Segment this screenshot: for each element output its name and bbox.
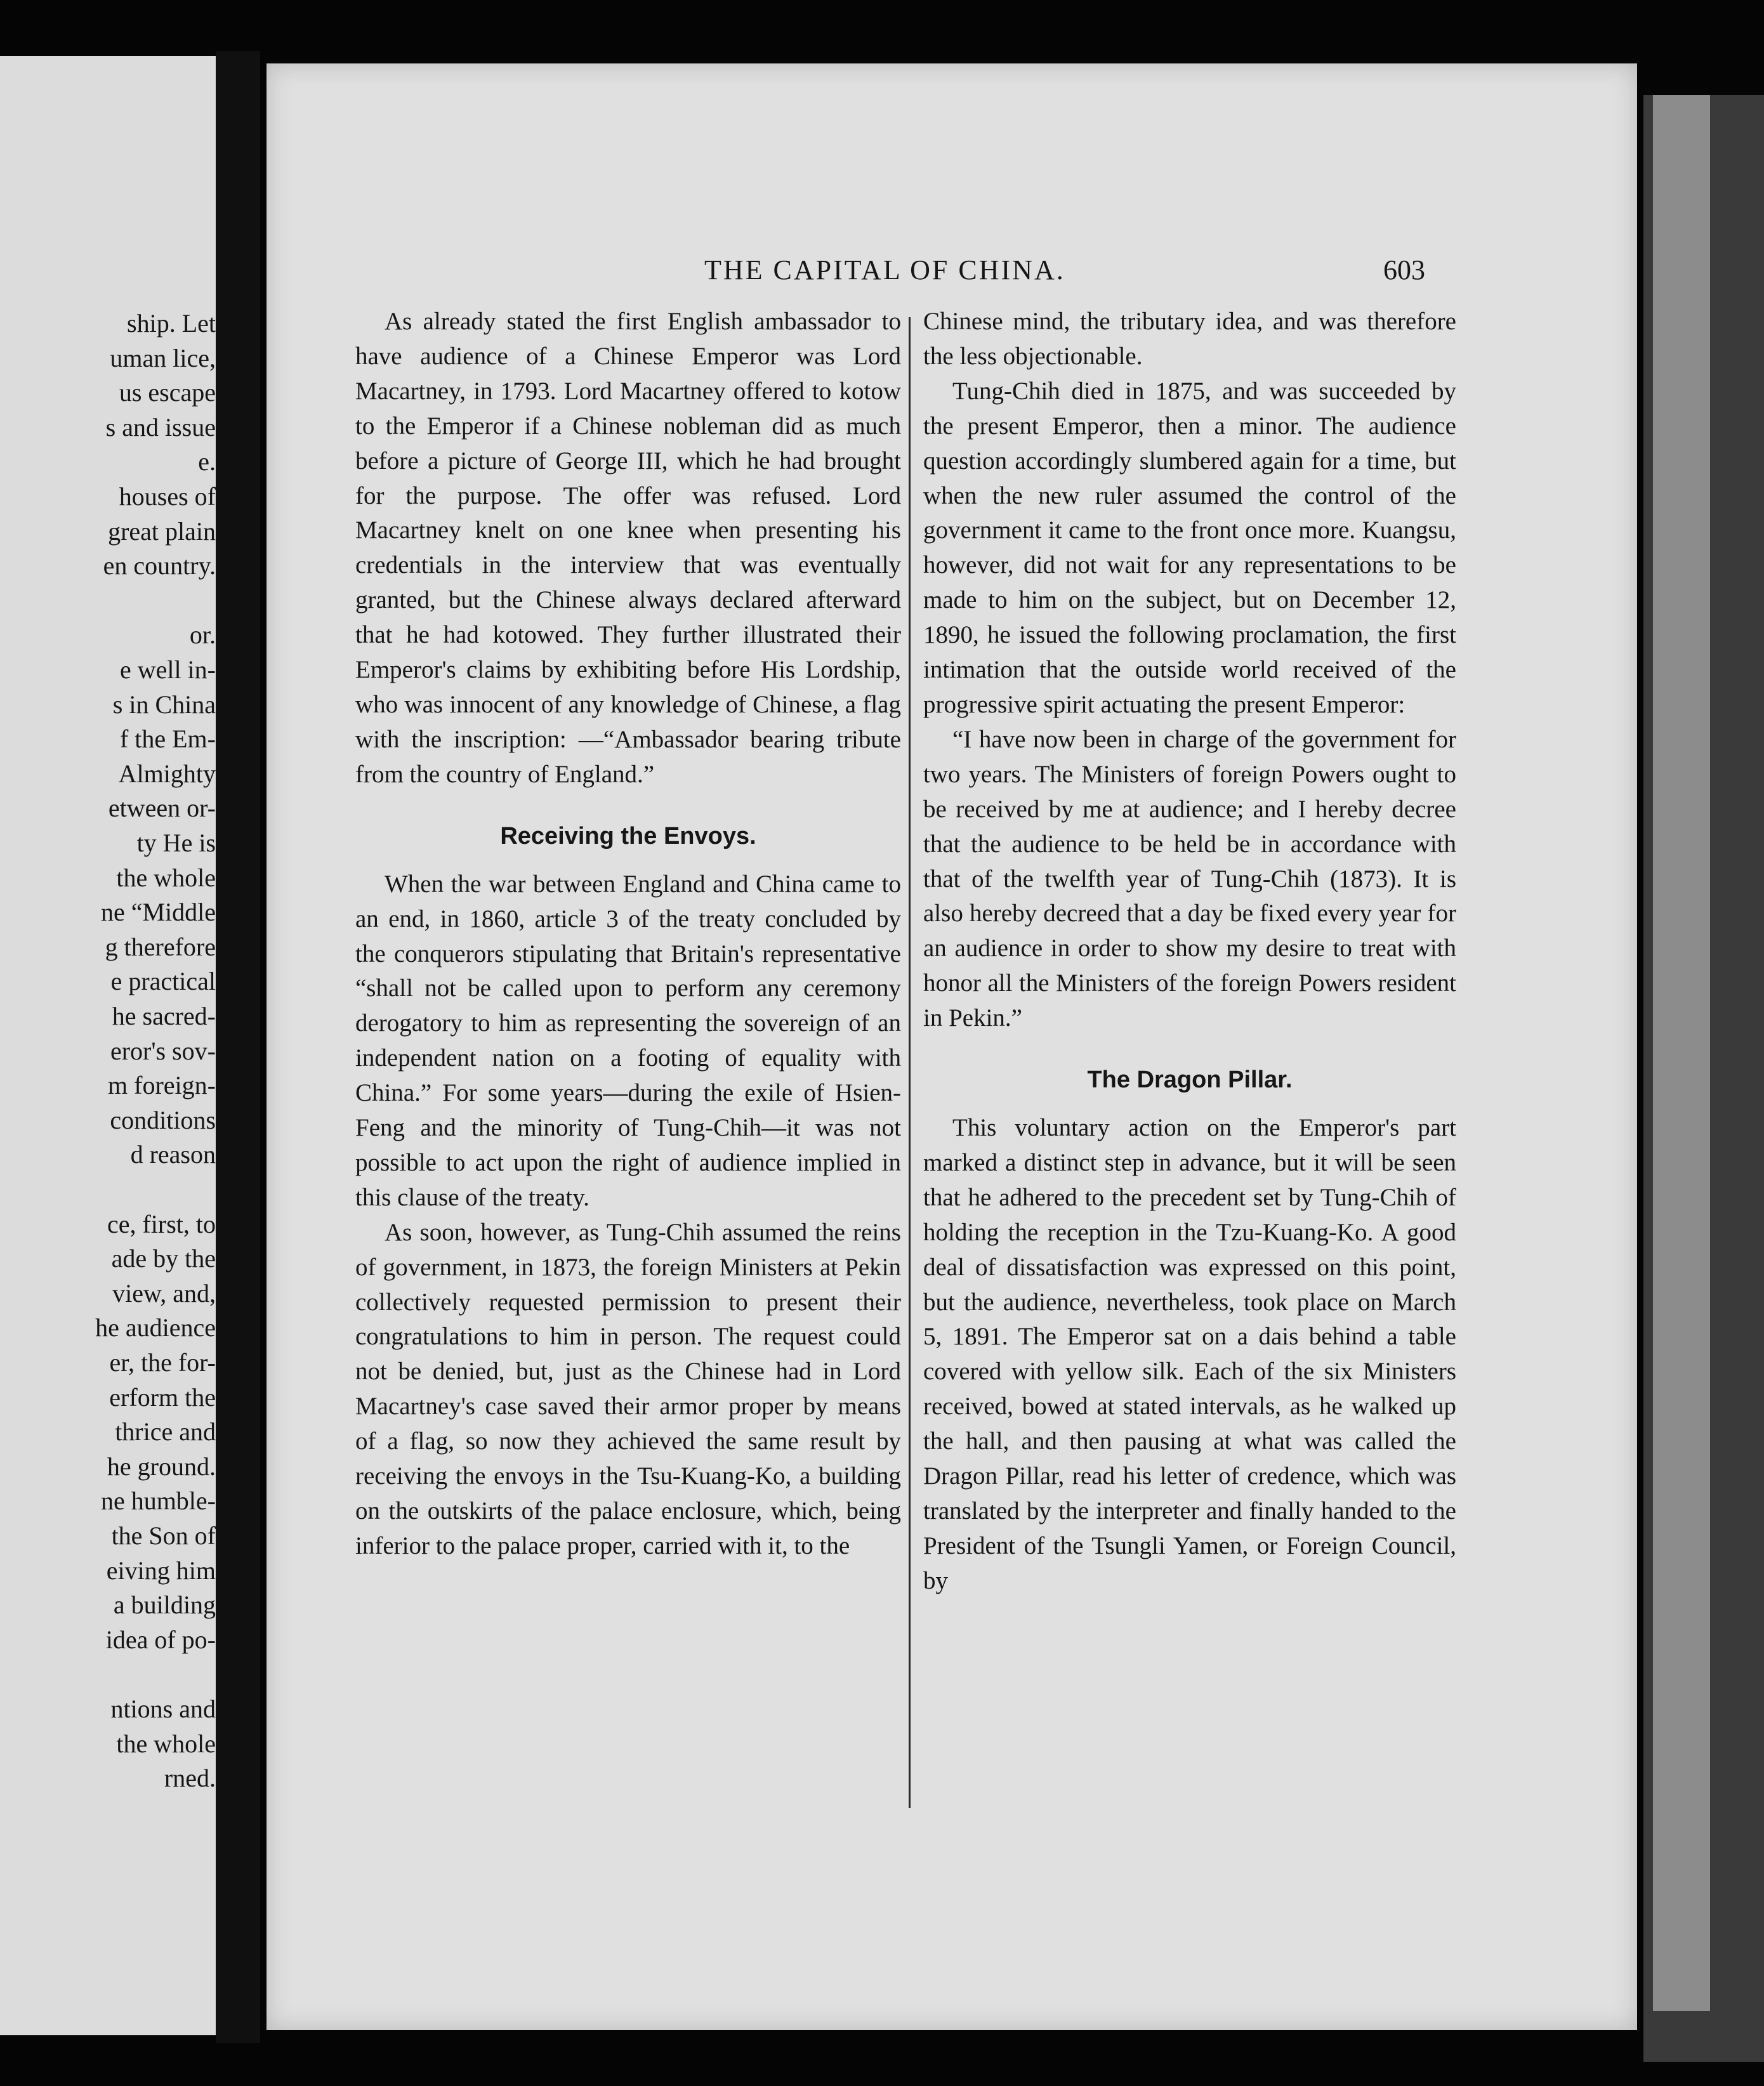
- facing-page-line: en country.: [103, 551, 216, 581]
- facing-page-line: ne humble-: [100, 1486, 216, 1516]
- facing-page-line: the whole: [116, 863, 216, 892]
- facing-page-line: d reason: [130, 1140, 216, 1169]
- facing-page-line: g therefore: [105, 932, 216, 961]
- text-column-left: [355, 305, 901, 1564]
- facing-page-line: e practical: [110, 967, 216, 996]
- facing-page-line: m foreign-: [108, 1071, 216, 1100]
- paragraph: “I have now been in charge of the government for two years. The Ministers of foreign Powers ought to be received by me at audience; and I hereby decree that the audience to be held be in accordance with that of the twelfth year of Tung-Chih (1873). It is also hereby decreed that a day be fixed every year for an audience in order to show my desire to treat with honor all the Ministers of the foreign Powers resident in Pekin.”: [923, 725, 1456, 1032]
- facing-page-line: erform the: [109, 1382, 216, 1412]
- facing-page-line: he audience: [95, 1313, 216, 1342]
- page-edge: [1653, 95, 1710, 2011]
- facing-page-line: ce, first, to: [107, 1209, 216, 1238]
- facing-page-line: he sacred-: [112, 1002, 216, 1030]
- facing-page-line: Almighty: [118, 759, 216, 788]
- facing-page-line: ty He is: [136, 829, 216, 857]
- paragraph: As soon, however, as Tung-Chih assumed the reins of government, in 1873, the foreign Ministers at Pekin collectively requested permission to present their congratulations to him in person. The request could not be denied, but, just as the Chinese had in Lord Macartney's case saved their armor proper by means of a flag, so now they achieved the same result by receiving the envoys in the Tsu-Kuang-Ko, a building on the outskirts of the palace enclosure, which, being inferior to the palace proper, carried with it, to the: [355, 1218, 901, 1559]
- facing-page-line: houses of: [119, 482, 216, 511]
- facing-page-line: the Son of: [111, 1521, 216, 1550]
- facing-page-line: etween or-: [108, 794, 216, 823]
- section-heading: The Dragon Pillar.: [1087, 1066, 1293, 1094]
- paragraph: When the war between England and China came to an end, in 1860, article 3 of the treaty concluded by the conquerors stipulating that Britain's representative “shall not be called upon to perform any ceremony derogatory to him as representing the sovereign of an independent nation on a footing of equality with China.” For some years—during the exile of Hsien-Feng and the minority of Tung-Chih—it was not possible to act upon the right of audience implied in this clause of the treaty.: [355, 870, 901, 1211]
- facing-page-line: idea of po-: [105, 1625, 216, 1654]
- facing-page-line: s in China: [112, 690, 216, 719]
- paragraph: This voluntary action on the Emperor's part marked a distinct step in advance, but it will be seen that he adhered to the precedent set by Tung-Chih of holding the reception in the Tzu-Kuang-Ko. A good deal of dissatisfaction was expressed on this point, but the audience, nevertheless, took place on March 5, 1891. The Emperor sat on a dais behind a table covered with yellow silk. Each of the six Ministers received, bowed at stated intervals, as he walked up the hall, and then pausing at what was called the Dragon Pillar, read his letter of credence, which was translated by the interpreter and finally handed to the President of the Tsungli Yamen, or Foreign Council, by: [923, 1114, 1456, 1594]
- facing-page-line: ne “Middle: [100, 898, 216, 927]
- paragraph: Tung-Chih died in 1875, and was succeeded by the present Emperor, then a minor. The audience question accordingly slumbered again for a time, but when the new ruler assumed the control of the government it came to the front once more. Kuangsu, however, did not wait for any representations to be made to him on the subject, but on December 12, 1890, he issued the following proclamation, the first intimation that the outside world received of the progressive spirit actuating the present Emperor:: [923, 377, 1456, 718]
- column-rule: [909, 317, 911, 1808]
- facing-page-line: conditions: [110, 1105, 216, 1134]
- facing-page-line: great plain: [108, 516, 216, 546]
- page-number: 603: [1383, 254, 1425, 285]
- facing-page-line: view, and,: [112, 1278, 216, 1308]
- section-heading: Receiving the Envoys.: [500, 822, 756, 849]
- facing-page-line: ntions and: [110, 1695, 216, 1723]
- facing-page-line: uman lice,: [110, 343, 216, 372]
- facing-page-line: f the Em-: [119, 725, 216, 754]
- facing-page-line: s and issue: [105, 412, 216, 442]
- facing-page-line: ship. Let: [127, 309, 216, 338]
- facing-page-line: eror's sov-: [110, 1036, 216, 1065]
- paragraph: As already stated the first English ambassador to have audience of a Chinese Emperor was Lord Macartney, in 1793. Lord Macartney offered to kotow to the Emperor if a Chinese nobleman did as much before a picture of George III, which he had brought for the purpose. The offer was refused. Lord Macartney knelt on one knee when presenting his credentials in the interview that was eventually granted, but the Chinese always declared afterward that he had kotowed. They further illustrated their Emperor's claims by exhibiting before His Lordship, who was innocent of any knowledge of Chinese, a flag with the inscription: —“Ambassador bearing tribute from the country of England.”: [355, 308, 901, 788]
- facing-page-line: us escape: [119, 378, 216, 407]
- facing-page-line: e well in-: [119, 655, 216, 684]
- facing-page-line: or.: [189, 620, 216, 650]
- facing-page-line: ade by the: [111, 1244, 216, 1273]
- running-head: THE CAPITAL OF CHINA.: [704, 254, 1065, 285]
- text-column-right: [923, 305, 1456, 1599]
- book-gutter: [216, 51, 260, 2043]
- facing-page-line: er, the for-: [109, 1348, 216, 1377]
- facing-page-left: [0, 56, 216, 2035]
- facing-page-line: a building: [113, 1591, 216, 1620]
- facing-page-line: the whole: [116, 1729, 216, 1758]
- facing-page-line: thrice and: [115, 1417, 216, 1446]
- facing-page-line: e.: [198, 447, 216, 476]
- paragraph: Chinese mind, the tributary idea, and was therefore the less objectionable.: [923, 308, 1456, 370]
- facing-page-line: he ground.: [107, 1452, 216, 1481]
- facing-page-line: eiving him: [106, 1556, 216, 1585]
- facing-page-line: rned.: [164, 1764, 216, 1793]
